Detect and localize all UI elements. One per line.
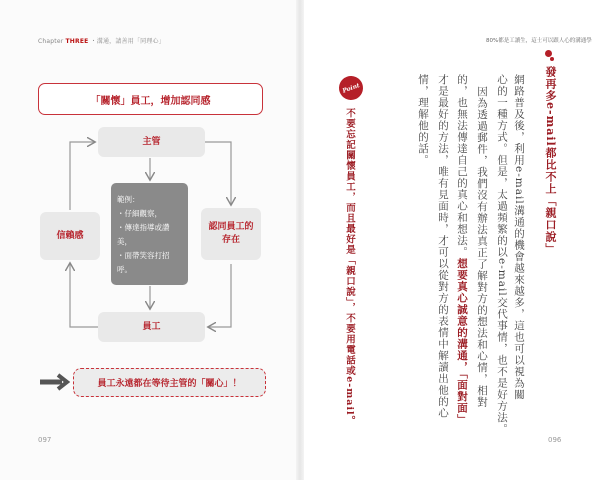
section-bullet-icon	[545, 50, 552, 57]
body-column-3: 因為透過郵件，我們沒有辦法真正了解對方的想法和心情，相對	[476, 86, 488, 408]
node-examples	[111, 183, 188, 285]
arrow-left-to-top	[70, 142, 94, 210]
chapter-number: THREE	[65, 38, 89, 45]
chapter-title: ・溝通，請善用「同理心」	[90, 38, 165, 45]
diagram-title: 「關懷」員工，增加認同感	[38, 83, 263, 115]
section-bullet-small-icon	[550, 57, 554, 61]
right-running-header: 80%都是工讀生，這士可以跟人心的溝通學	[486, 38, 592, 44]
diagram-footer-note: 員工永遠都在等待主管的「關心」！	[73, 368, 266, 397]
node-manager: 主管	[98, 127, 205, 157]
node-trust: 信賴感	[40, 212, 100, 260]
arrow-top-to-right	[205, 142, 231, 204]
page-number-right: 096	[548, 436, 562, 444]
node-employee: 員工	[98, 312, 205, 342]
chapter-word: Chapter	[38, 38, 64, 45]
body-column-4	[456, 74, 468, 425]
node-recognition-line2: 存在	[221, 235, 240, 245]
node-recognition	[201, 208, 261, 260]
section-title: 發再多e-mail都比不上「親口說」	[544, 66, 557, 255]
body-column-2: 心的一種方式。但是，太過頻繁的以e-mail交代事情，也不是好方法。	[496, 74, 508, 435]
body-column-1: 網路普及後，利用e-mail溝通的機會越來越多，這也可以視為關	[513, 74, 525, 401]
body-column-5: 才是最好的方法，唯有見面時，才可以從對方的表情中解讀出他的心	[437, 74, 449, 419]
example-item-2: ・傳達指導或讚美，	[117, 223, 170, 246]
arrow-right-to-bottom	[209, 264, 231, 327]
examples-heading: 範例：	[117, 195, 140, 204]
body-column-6: 情，理解他的話。	[417, 74, 429, 166]
page-number-left: 097	[38, 436, 52, 444]
body-column-4-text: 的，也無法傳達自己的真心和想法。	[456, 74, 468, 258]
body-highlight: 想要真心誠意的溝通，「面對面」	[456, 258, 468, 426]
example-item-3: ・面帶笑容打招呼。	[117, 251, 170, 274]
node-recognition-line1: 認同員工的	[208, 222, 254, 232]
arrow-bottom-to-left	[70, 264, 98, 327]
point-badge-icon: Point	[336, 73, 367, 104]
example-item-1: ・仔細觀察，	[117, 209, 162, 218]
point-column-1: 不要忘記關懷員工，而且最好是「親口說」，不要用電話或e-mail。	[344, 108, 355, 427]
